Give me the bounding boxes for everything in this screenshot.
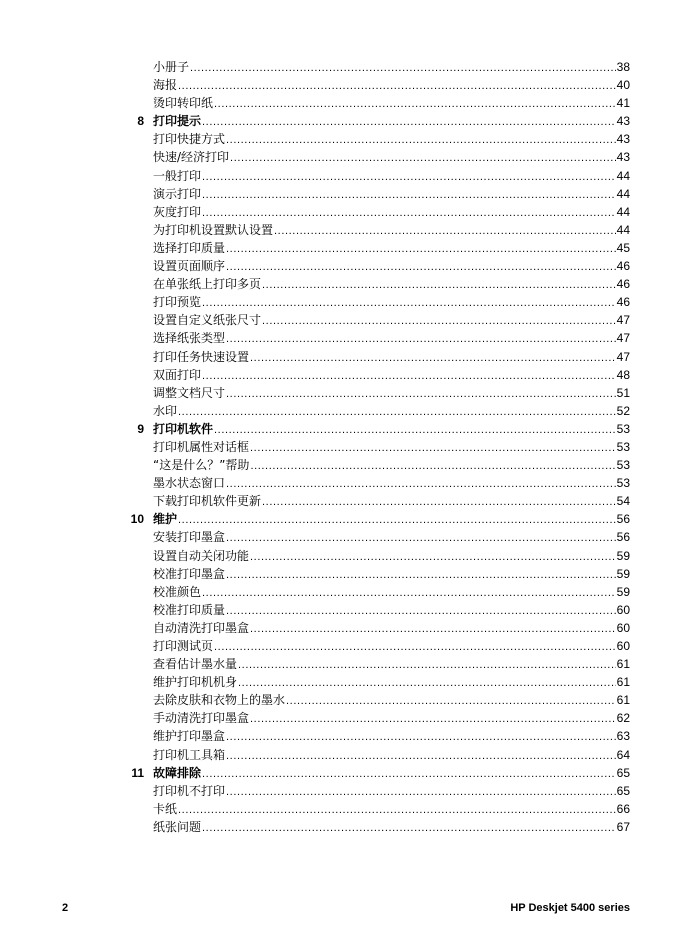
toc-page-number: 59 xyxy=(616,566,630,581)
toc-entry xyxy=(153,76,630,95)
toc-dot-leader xyxy=(178,511,616,529)
toc-section-row xyxy=(0,818,683,836)
toc-page-number: 62 xyxy=(616,711,630,726)
toc-section-row xyxy=(0,673,683,691)
toc-entry xyxy=(153,619,630,638)
toc-entry-title: 设置页面顺序 xyxy=(153,259,226,274)
toc-entry xyxy=(153,492,630,511)
toc-entry-title: 海报 xyxy=(153,78,178,93)
toc-entry-title: 打印快捷方式 xyxy=(153,132,226,147)
toc-dot-leader xyxy=(262,493,616,511)
toc-section-row xyxy=(0,293,683,311)
toc-entry xyxy=(153,384,630,403)
toc-entry-title: 设置自动关闭功能 xyxy=(153,548,250,563)
toc-entry-title: 为打印机设置默认设置 xyxy=(153,222,274,237)
toc-dot-leader xyxy=(190,59,616,77)
toc-entry xyxy=(153,402,630,421)
toc-entry-title: 去除皮肤和衣物上的墨水 xyxy=(153,693,286,708)
toc-entry xyxy=(153,257,630,276)
toc-entry xyxy=(153,818,630,837)
toc-entry xyxy=(153,637,630,656)
toc-section-row xyxy=(0,239,683,257)
toc-page-number: 61 xyxy=(616,675,630,690)
toc-dot-leader xyxy=(230,149,616,167)
toc-dot-leader xyxy=(250,439,616,457)
toc-section-row xyxy=(0,583,683,601)
toc-page-number: 46 xyxy=(616,277,630,292)
toc-entry xyxy=(153,764,630,783)
footer-product-name: HP Deskjet 5400 series xyxy=(510,902,630,914)
toc-entry xyxy=(153,800,630,819)
toc-page-number: 60 xyxy=(616,620,630,635)
toc-dot-leader xyxy=(202,186,616,204)
toc-section-row xyxy=(0,203,683,221)
toc-page-number: 60 xyxy=(616,639,630,653)
toc-page-number: 43 xyxy=(616,132,630,147)
toc-entry xyxy=(153,601,630,620)
toc-entry-title: 一般打印 xyxy=(153,168,202,183)
toc-entry xyxy=(153,727,630,746)
toc-chapter-row xyxy=(0,112,683,130)
toc-entry-title: 快速/经济打印 xyxy=(153,150,230,165)
toc-entry xyxy=(153,547,630,566)
toc-dot-leader xyxy=(202,204,616,222)
toc-entry-title: 打印机属性对话框 xyxy=(153,439,250,454)
toc-entry xyxy=(153,474,630,493)
toc-entry-title: 打印测试页 xyxy=(153,639,214,653)
toc-entry-title: 故障排除 xyxy=(153,765,202,780)
toc-dot-leader xyxy=(226,240,616,258)
toc-entry xyxy=(153,311,630,330)
toc-entry-title: 手动清洗打印墨盒 xyxy=(153,711,250,726)
toc-dot-leader xyxy=(202,113,616,131)
toc-entry-title: 打印提示 xyxy=(153,114,202,129)
toc-page-number: 59 xyxy=(616,584,630,599)
toc-entry xyxy=(153,782,630,801)
toc-entry-title: 选择纸张类型 xyxy=(153,331,226,346)
toc-page-number: 52 xyxy=(616,403,630,418)
toc-entry xyxy=(153,709,630,728)
toc-dot-leader xyxy=(262,276,616,294)
toc-entry xyxy=(153,221,630,240)
toc-section-row xyxy=(0,528,683,546)
toc-entry-title: 校准颜色 xyxy=(153,584,202,599)
toc-chapter-number: 9 xyxy=(137,421,144,436)
toc-dot-leader xyxy=(178,77,616,95)
toc-entry xyxy=(153,746,630,765)
table-of-contents xyxy=(0,58,683,836)
footer-page-number: 2 xyxy=(62,902,69,914)
toc-entry-title: 下载打印机软件更新 xyxy=(153,494,262,509)
toc-page-number: 45 xyxy=(616,240,630,255)
toc-page-number: 61 xyxy=(616,693,630,708)
toc-entry xyxy=(153,348,630,367)
toc-page-number: 46 xyxy=(616,259,630,274)
toc-entry-title: 双面打印 xyxy=(153,367,202,382)
toc-entry xyxy=(153,239,630,258)
toc-entry-title: 打印机不打印 xyxy=(153,783,226,798)
toc-entry xyxy=(153,185,630,204)
toc-page-number: 54 xyxy=(616,494,630,509)
toc-page-number: 41 xyxy=(616,96,630,111)
toc-entry xyxy=(153,691,630,710)
toc-entry-title: 维护 xyxy=(153,512,178,527)
toc-entry-title: 维护打印墨盒 xyxy=(153,729,226,744)
toc-section-row xyxy=(0,746,683,764)
toc-dot-leader xyxy=(226,385,616,403)
toc-entry-title: 卡纸 xyxy=(153,801,178,816)
toc-dot-leader xyxy=(250,620,616,638)
toc-section-row xyxy=(0,619,683,637)
toc-section-row xyxy=(0,655,683,673)
toc-page-number: 53 xyxy=(616,458,630,473)
page-footer xyxy=(62,902,630,916)
toc-section-row xyxy=(0,257,683,275)
toc-page-number: 47 xyxy=(616,349,630,364)
toc-page-number: 51 xyxy=(616,385,630,400)
toc-dot-leader xyxy=(202,367,616,385)
toc-entry-title: 墨水状态窗口 xyxy=(153,476,226,491)
toc-dot-leader xyxy=(238,656,616,674)
toc-entry xyxy=(153,456,630,475)
toc-entry xyxy=(153,673,630,692)
toc-page-number: 44 xyxy=(616,186,630,201)
toc-dot-leader xyxy=(178,801,616,819)
toc-chapter-number: 10 xyxy=(130,512,144,527)
toc-entry-title: “这是什么？”帮助 xyxy=(153,458,250,473)
toc-section-row xyxy=(0,800,683,818)
toc-dot-leader xyxy=(286,692,616,710)
toc-section-row xyxy=(0,402,683,420)
toc-dot-leader xyxy=(238,674,616,692)
toc-page-number: 56 xyxy=(616,530,630,545)
toc-page-number: 38 xyxy=(616,60,630,74)
toc-dot-leader xyxy=(226,475,616,493)
toc-dot-leader xyxy=(214,421,616,439)
toc-dot-leader xyxy=(226,783,616,801)
toc-chapter-number: 8 xyxy=(137,114,144,129)
toc-page-number: 67 xyxy=(616,819,630,834)
toc-dot-leader xyxy=(250,710,616,728)
toc-entry-title: 校准打印墨盒 xyxy=(153,566,226,581)
toc-entry-title: 水印 xyxy=(153,403,178,418)
toc-entry xyxy=(153,94,630,113)
toc-page-number: 65 xyxy=(616,765,630,780)
toc-entry xyxy=(153,112,630,131)
toc-section-row xyxy=(0,221,683,239)
toc-page-number: 53 xyxy=(616,439,630,454)
toc-dot-leader xyxy=(274,222,616,240)
toc-dot-leader xyxy=(226,747,616,765)
toc-page-number: 66 xyxy=(616,801,630,816)
toc-section-row xyxy=(0,130,683,148)
toc-entry xyxy=(153,148,630,167)
toc-page-number: 43 xyxy=(616,114,630,129)
toc-dot-leader xyxy=(226,258,616,276)
toc-entry xyxy=(153,528,630,547)
toc-dot-leader xyxy=(226,131,616,149)
toc-dot-leader xyxy=(250,349,616,367)
toc-entry xyxy=(153,438,630,457)
toc-entry xyxy=(153,420,630,439)
toc-section-row xyxy=(0,565,683,583)
toc-entry-title: 打印机工具箱 xyxy=(153,747,226,762)
toc-entry-title: 打印预览 xyxy=(153,295,202,310)
toc-dot-leader xyxy=(250,548,616,566)
toc-section-row xyxy=(0,348,683,366)
toc-page-number: 46 xyxy=(616,295,630,310)
toc-entry-title: 烫印转印纸 xyxy=(153,96,214,111)
toc-section-row xyxy=(0,438,683,456)
toc-section-row xyxy=(0,637,683,655)
toc-entry-title: 小册子 xyxy=(153,60,190,74)
toc-dot-leader xyxy=(214,95,616,113)
toc-entry xyxy=(153,329,630,348)
toc-section-row xyxy=(0,148,683,166)
toc-chapter-row xyxy=(0,420,683,438)
toc-section-row xyxy=(0,601,683,619)
toc-chapter-row xyxy=(0,510,683,528)
toc-section-row xyxy=(0,329,683,347)
toc-page-number: 61 xyxy=(616,657,630,672)
toc-dot-leader xyxy=(226,529,616,547)
toc-dot-leader xyxy=(202,584,616,602)
toc-entry-title: 校准打印质量 xyxy=(153,602,226,617)
toc-entry-title: 选择打印质量 xyxy=(153,240,226,255)
toc-entry-title: 调整文档尺寸 xyxy=(153,385,226,400)
toc-entry-title: 设置自定义纸张尺寸 xyxy=(153,313,262,328)
toc-entry-title: 打印机软件 xyxy=(153,421,214,436)
toc-dot-leader xyxy=(178,403,616,421)
toc-page-number: 53 xyxy=(616,421,630,436)
toc-entry-title: 在单张纸上打印多页 xyxy=(153,277,262,292)
toc-entry-title: 纸张问题 xyxy=(153,819,202,834)
toc-entry-title: 灰度打印 xyxy=(153,204,202,219)
toc-entry xyxy=(153,293,630,312)
toc-section-row xyxy=(0,709,683,727)
toc-section-row xyxy=(0,456,683,474)
toc-page-number: 65 xyxy=(616,783,630,798)
toc-section-row xyxy=(0,167,683,185)
toc-entry xyxy=(153,275,630,294)
toc-dot-leader xyxy=(202,819,616,837)
toc-section-row xyxy=(0,185,683,203)
toc-dot-leader xyxy=(250,457,615,475)
toc-entry-title: 安装打印墨盒 xyxy=(153,530,226,545)
toc-page-number: 44 xyxy=(616,204,630,219)
toc-page-number: 47 xyxy=(616,313,630,328)
toc-chapter-row xyxy=(0,764,683,782)
toc-page-number: 43 xyxy=(616,150,630,165)
toc-page-number: 56 xyxy=(616,512,630,527)
toc-entry xyxy=(153,203,630,222)
toc-page-number: 63 xyxy=(616,729,630,744)
toc-section-row xyxy=(0,366,683,384)
toc-page-number: 40 xyxy=(616,78,630,93)
toc-entry xyxy=(153,583,630,602)
toc-entry-title: 维护打印机机身 xyxy=(153,675,238,690)
toc-section-row xyxy=(0,58,683,76)
toc-entry-title: 查看估计墨水量 xyxy=(153,657,238,672)
toc-page-number: 44 xyxy=(616,168,630,183)
toc-entry-title: 演示打印 xyxy=(153,186,202,201)
toc-section-row xyxy=(0,492,683,510)
toc-dot-leader xyxy=(226,566,616,584)
toc-section-row xyxy=(0,311,683,329)
toc-dot-leader xyxy=(202,294,616,312)
toc-entry xyxy=(153,130,630,149)
toc-section-row xyxy=(0,474,683,492)
toc-dot-leader xyxy=(202,765,616,783)
toc-page-number: 48 xyxy=(616,367,630,382)
toc-dot-leader xyxy=(262,312,616,330)
toc-entry-title: 打印任务快速设置 xyxy=(153,349,250,364)
toc-entry xyxy=(153,167,630,186)
toc-page-number: 59 xyxy=(616,548,630,563)
toc-entry xyxy=(153,366,630,385)
toc-entry xyxy=(153,510,630,529)
toc-dot-leader xyxy=(226,602,616,620)
toc-page-number: 60 xyxy=(616,602,630,617)
toc-section-row xyxy=(0,94,683,112)
toc-dot-leader xyxy=(202,168,616,186)
toc-page-number: 53 xyxy=(616,476,630,491)
toc-section-row xyxy=(0,782,683,800)
toc-dot-leader xyxy=(226,728,616,746)
toc-dot-leader xyxy=(214,638,616,656)
toc-entry-title: 自动清洗打印墨盒 xyxy=(153,620,250,635)
toc-section-row xyxy=(0,691,683,709)
toc-page-number: 64 xyxy=(616,747,630,762)
toc-entry xyxy=(153,655,630,674)
toc-section-row xyxy=(0,384,683,402)
toc-entry xyxy=(153,565,630,584)
toc-section-row xyxy=(0,547,683,565)
toc-section-row xyxy=(0,76,683,94)
toc-chapter-number: 11 xyxy=(131,765,144,780)
toc-page-number: 44 xyxy=(616,222,630,237)
toc-entry xyxy=(153,58,630,77)
toc-dot-leader xyxy=(226,330,616,348)
toc-section-row xyxy=(0,275,683,293)
toc-page-number: 47 xyxy=(616,331,630,346)
toc-section-row xyxy=(0,727,683,745)
